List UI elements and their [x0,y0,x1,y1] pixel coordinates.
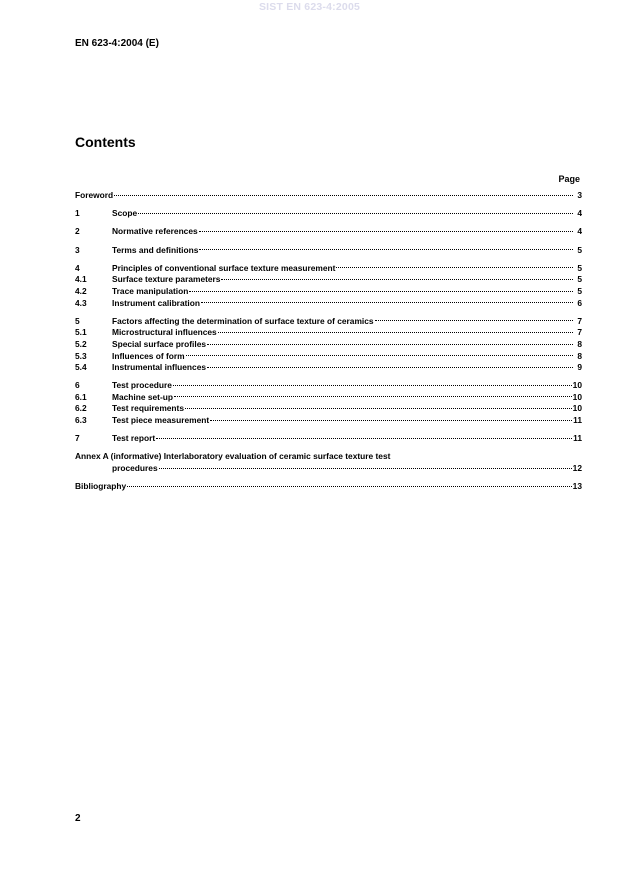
watermark: SIST EN 623-4:2005 [258,1,361,13]
toc-entry-title: Instrument calibration [112,297,200,308]
dot-leader [199,231,573,232]
toc-entry-number: 1 [75,208,80,219]
toc-entry-number: 4.3 [75,297,87,308]
contents-heading: Contents [75,134,136,150]
dot-leader [199,249,573,250]
dot-leader [336,267,573,268]
toc-entry-title: Microstructural influences [112,327,217,338]
toc-entry-title: Factors affecting the determination of surface texture of ceramics [112,315,374,326]
dot-leader [201,302,573,303]
toc-entry-5-4[interactable] [75,362,582,374]
toc-entry-title: Special surface profiles [112,338,207,349]
toc-entry-title: Normative references [112,226,198,237]
toc-entry-page: 9 [577,362,582,373]
toc-entry-page: 6 [577,297,582,308]
toc-entry-number: 5 [75,315,80,326]
toc-entry-title: Surface texture parameters [112,274,221,285]
dot-leader [156,438,572,439]
dot-leader [375,320,573,321]
toc-entry-page: 4 [577,208,582,219]
toc-entry-4-3[interactable] [75,298,582,310]
toc-entry-6-2[interactable] [75,403,582,415]
toc-entry-page: 8 [577,338,582,349]
toc-entry-page: 3 [577,190,582,200]
toc-entry-page: 7 [577,327,582,338]
document-id: EN 623-4:2004 (E) [75,38,159,49]
dot-leader [114,195,573,196]
toc-entry-number: 2 [75,226,80,237]
toc-entry-foreword[interactable] [75,190,582,202]
toc-entry-annex-a[interactable] [75,451,582,474]
toc-entry-page: 7 [577,315,582,326]
footer-page-number: 2 [75,813,81,824]
dot-leader [189,291,573,292]
dot-leader [127,486,571,487]
toc-entry-title: Terms and definitions [112,244,199,255]
toc-entry-number: 4.1 [75,274,87,285]
toc-entry-number: 5.2 [75,338,87,349]
toc-entry-page: 4 [577,226,582,237]
toc-entry-page: 10 [572,380,582,391]
toc-entry-4[interactable] [75,263,582,275]
toc-entry-6-3[interactable] [75,415,582,427]
toc-entry-title: Influences of form [112,350,185,361]
toc-entry-title: Bibliography [75,481,127,492]
toc-entry-5[interactable] [75,316,582,328]
toc-entry-1[interactable] [75,208,582,220]
toc-entry-number: 5.3 [75,350,87,361]
toc-entry-number: 6.3 [75,415,87,426]
dot-leader [207,344,573,345]
toc-entry-6[interactable] [75,380,582,392]
toc-entry-5-2[interactable] [75,339,582,351]
toc-entry-title: Test procedure [112,380,172,391]
dot-leader [218,332,573,333]
toc-entry-title: Instrumental influences [112,362,207,373]
toc-entry-number: 3 [75,244,80,255]
toc-entry-2[interactable] [75,226,582,238]
toc-entry-number: 6 [75,380,80,391]
toc-entry-number: 6.2 [75,403,87,414]
toc-entry-page: 5 [577,244,582,255]
toc-entry-number: 4.2 [75,285,87,296]
dot-leader [159,468,572,469]
toc-entry-number: 6.1 [75,391,87,402]
toc-entry-title: Foreword [75,190,114,200]
page-column-label: Page [558,174,580,184]
toc-entry-title: Test requirements [112,403,184,414]
toc-entry-page: 5 [577,274,582,285]
table-of-contents [75,190,582,493]
toc-entry-page: 12 [572,463,582,474]
toc-entry-4-1[interactable] [75,274,582,286]
toc-entry-number: 7 [75,433,80,444]
annex-title-line: Annex A (informative) Interlaboratory evaluation of ceramic surface texture test [75,451,391,462]
toc-entry-7[interactable] [75,433,582,445]
toc-entry-page: 10 [572,403,582,414]
dot-leader [186,355,573,356]
toc-entry-title: Scope [112,208,138,219]
toc-entry-bibliography[interactable] [75,481,582,493]
dot-leader [173,385,572,386]
dot-leader [221,279,573,280]
toc-entry-title: Machine set-up [112,391,173,402]
toc-entry-page: 11 [573,415,582,426]
toc-entry-title: Test report [112,433,156,444]
toc-entry-4-2[interactable] [75,286,582,298]
toc-entry-page: 11 [573,433,582,444]
toc-entry-title: Trace manipulation [112,285,189,296]
dot-leader [138,213,573,214]
toc-entry-number: 4 [75,262,80,273]
dot-leader [174,396,572,397]
toc-entry-title: Test piece measurement [112,415,210,426]
toc-entry-page: 8 [577,350,582,361]
dot-leader [207,367,573,368]
dot-leader [185,408,572,409]
toc-entry-5-1[interactable] [75,327,582,339]
toc-entry-5-3[interactable] [75,351,582,363]
toc-entry-number: 5.1 [75,327,87,338]
toc-entry-6-1[interactable] [75,392,582,404]
toc-entry-3[interactable] [75,245,582,257]
toc-entry-page: 5 [577,285,582,296]
annex-title-continuation: procedures [112,463,158,474]
toc-entry-page: 13 [572,481,582,492]
toc-entry-title: Principles of conventional surface texture measurement [112,262,336,273]
dot-leader [210,420,572,421]
toc-entry-number: 5.4 [75,362,87,373]
toc-entry-page: 10 [572,391,582,402]
toc-entry-page: 5 [577,262,582,273]
